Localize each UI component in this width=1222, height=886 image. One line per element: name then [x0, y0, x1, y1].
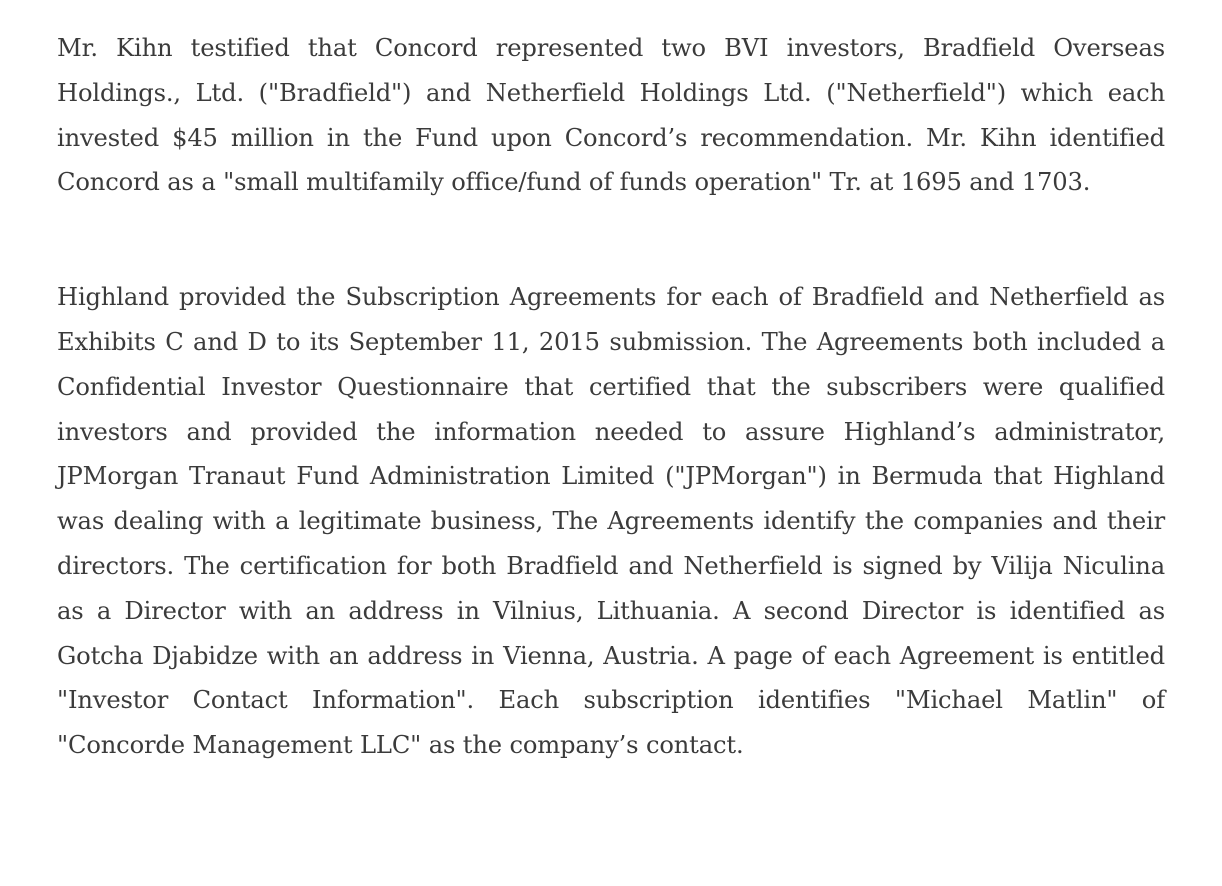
paragraph-subscription-agreements: Highland provided the Subscription Agreements for each of Bradfield and Netherfield as Exhibits C and D to its September 11, 2015 submission. The Agreements both included a Confidential Investor Questionnaire that certified that the subscribers were qualified investors and provided the information needed to assure Highland’s administrator, JPMorgan Tranaut Fund Administration Limited ("JPMorgan") in Bermuda that Highland was dealing with a legitimate business, The Agreements identify the companies and their directors. The certification for both Bradfield and Netherfield is signed by Vilija Niculina as a Director with an address in Vilnius, Lithuania. A second Director is identified as Gotcha Djabidze with an address in Vienna, Austria. A page of each Agreement is entitled "Investor Contact Information". Each subscription identifies "Michael Matlin" of "Concorde Management LLC" as the company’s contact.	[57, 283, 1165, 760]
document-body	[57, 26, 1165, 768]
paragraph-kihn-testimony: Mr. Kihn testified that Concord represented two BVI investors, Bradfield Overseas Holdings., Ltd. ("Bradfield") and Netherfield Holdings Ltd. ("Netherfield") which each invested $45 million in the Fund upon Concord’s recommendation. Mr. Kihn identified Concord as a "small multifamily office/fund of funds operation" Tr. at 1695 and 1703.	[57, 34, 1165, 197]
